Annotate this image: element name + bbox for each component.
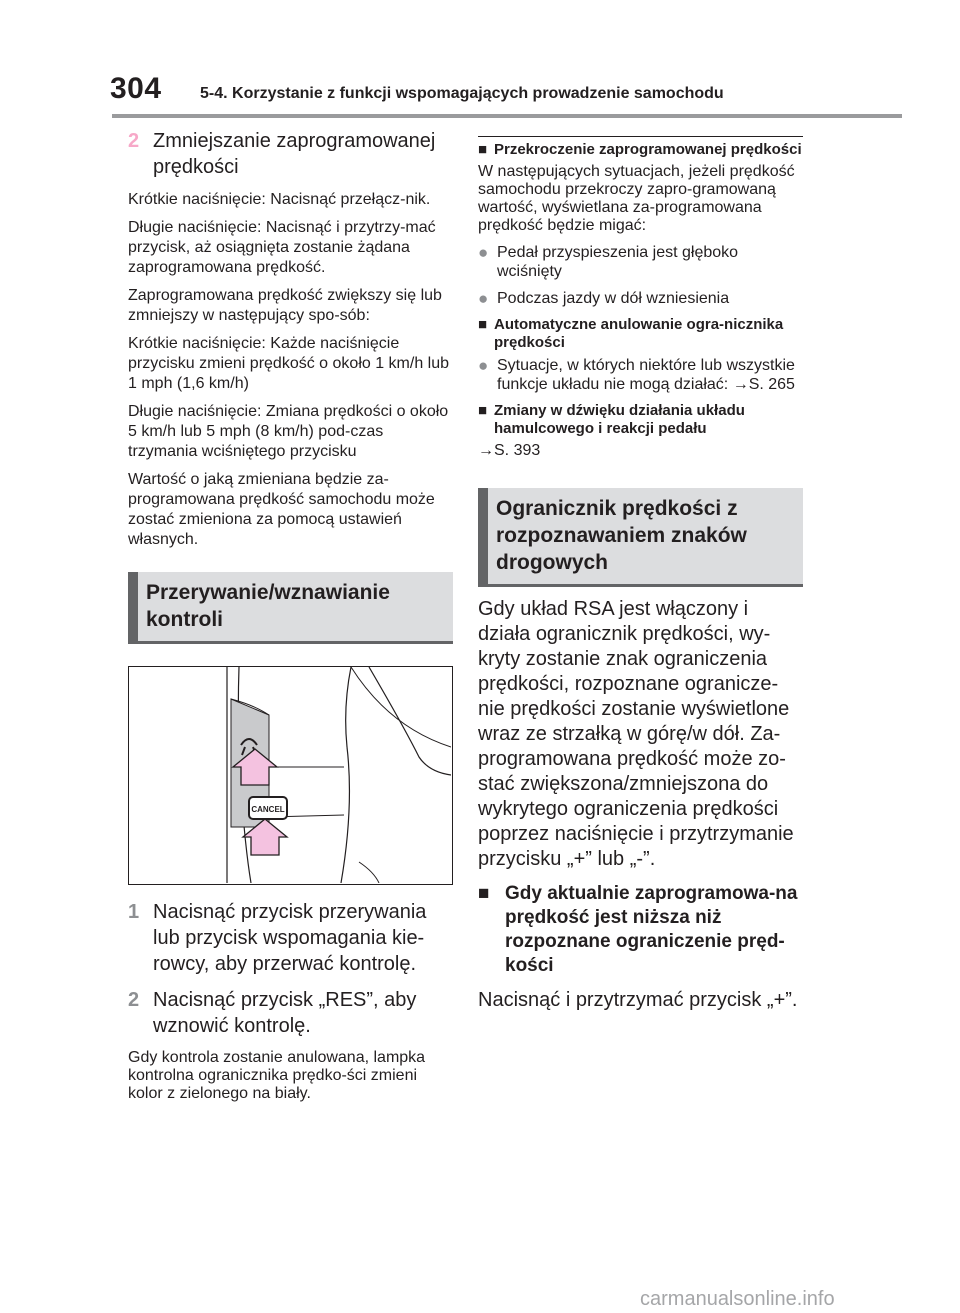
step-text: Nacisnąć przycisk przerywania lub przycisk wspomagania kie-rowcy, aby przerwać kontrolę. [153,901,427,975]
list-item: ● Pedał przyspieszenia jest głęboko wciśnięty [478,243,739,280]
page-reference: →S. 393 [478,442,541,459]
subheading-auto-cancel: ■ Automatyczne anulowanie ogra-nicznika prędkości [478,316,784,351]
footer-watermark: carmanualsonline.info [640,1288,835,1310]
step-number: 1 [128,901,140,923]
step-cancel [128,899,453,977]
paragraph: Gdy układ RSA jest włączony i działa ogranicznik prędkości, wy-kryty zostanie znak ograniczenia prędkości, rozpoznane ogranicze-nie prędkości zostanie wyświetlone wraz ze strzałką w górę/w dół. Za-programowana prędkość może zo-stać zwiększona/zmniejszona do wykrytego ograniczenia prędkości poprzez naciśnięcie i przytrzymanie przycisku „+” lub „-”. [478,598,794,870]
cancel-label: CANCEL [251,805,285,814]
step-decrease-speed [128,128,453,180]
paragraph: Krótkie naciśnięcie: Każde naciśnięcie przycisku zmieni prędkość o około 1 km/h lub 1 mph (1,6 km/h) [128,335,450,392]
paragraph: Zaprogramowana prędkość zwiększy się lub zmniejszy w następujący spo-sób: [128,287,442,324]
subheading-lower-speed: ■ Gdy aktualnie zaprogramowa-na prędkość jest niższa niż rozpoznane ograniczenie pręd-kości [478,883,798,976]
cancel-button[interactable] [249,797,287,819]
paragraph: Długie naciśnięcie: Zmiana prędkości o około 5 km/h lub 5 mph (8 km/h) pod-czas trzymania wciśniętego przycisku [128,403,449,460]
bullet-dot-icon: ● [478,243,489,262]
list-item: ● Sytuacje, w których niektóre lub wszystkie funkcje układu nie mogą działać: →S. 265 [478,356,795,393]
column-rule [478,136,803,137]
steering-wheel-drawing [129,667,451,883]
paragraph: Nacisnąć i przytrzymać przycisk „+”. [478,989,798,1011]
section-heading-cancel-resume: Przerywanie/wznawianie kontroli [128,572,453,644]
steering-switch-illustration [128,666,453,885]
paragraph: Krótkie naciśnięcie: Nacisnąć przełącz-nik. [128,191,431,208]
paragraph: Wartość o jaką zmieniana będzie za-programowana prędkość samochodu może zostać zmieniona za pomocą ustawień własnych. [128,471,435,548]
square-bullet-icon: ■ [478,883,490,904]
paragraph: Długie naciśnięcie: Nacisnąć i przytrzy-mać przycisk, aż osiągnięta zostanie żądana zaprogramowana prędkość. [128,219,436,276]
paragraph: W następujących sytuacjach, jeżeli prędkość samochodu przekroczy zapro-gramowaną wartość, wyświetlana za-programowana prędkość będzie migać: [478,163,795,234]
step-text: Nacisnąć przycisk „RES”, aby wznowić kontrolę. [153,989,417,1037]
section-heading-rsa: Ogranicznik prędkości z rozpoznawaniem znaków drogowych [478,488,803,587]
step-number: 2 [128,130,140,152]
bullet-dot-icon: ● [478,289,489,308]
chapter-title: 5-4. Korzystanie z funkcji wspomagających prowadzenie samochodu [200,85,724,102]
bullet-dot-icon: ● [478,356,489,375]
right-column [478,136,803,1019]
square-bullet-icon: ■ [478,402,488,419]
square-bullet-icon: ■ [478,316,488,333]
page-number: 304 [110,72,162,105]
subheading-brake-sound: ■ Zmiany w dźwięku działania układu hamulcowego i reakcji pedału [478,402,745,437]
list-item: ● Podczas jazdy w dół wzniesienia [478,289,730,308]
left-column [128,128,453,1111]
square-bullet-icon: ■ [478,141,488,158]
step-text: Zmniejszanie zaprogramowanej prędkości [153,130,436,178]
subheading-speed-exceeded: ■ Przekroczenie zaprogramowanej prędkości [478,141,802,158]
step-number: 2 [128,989,140,1011]
note-paragraph: Gdy kontrola zostanie anulowana, lampka kontrolna ogranicznika prędko-ści zmieni kolor z zielonego na biały. [128,1049,426,1102]
step-resume [128,987,453,1039]
header-rule [112,114,902,118]
